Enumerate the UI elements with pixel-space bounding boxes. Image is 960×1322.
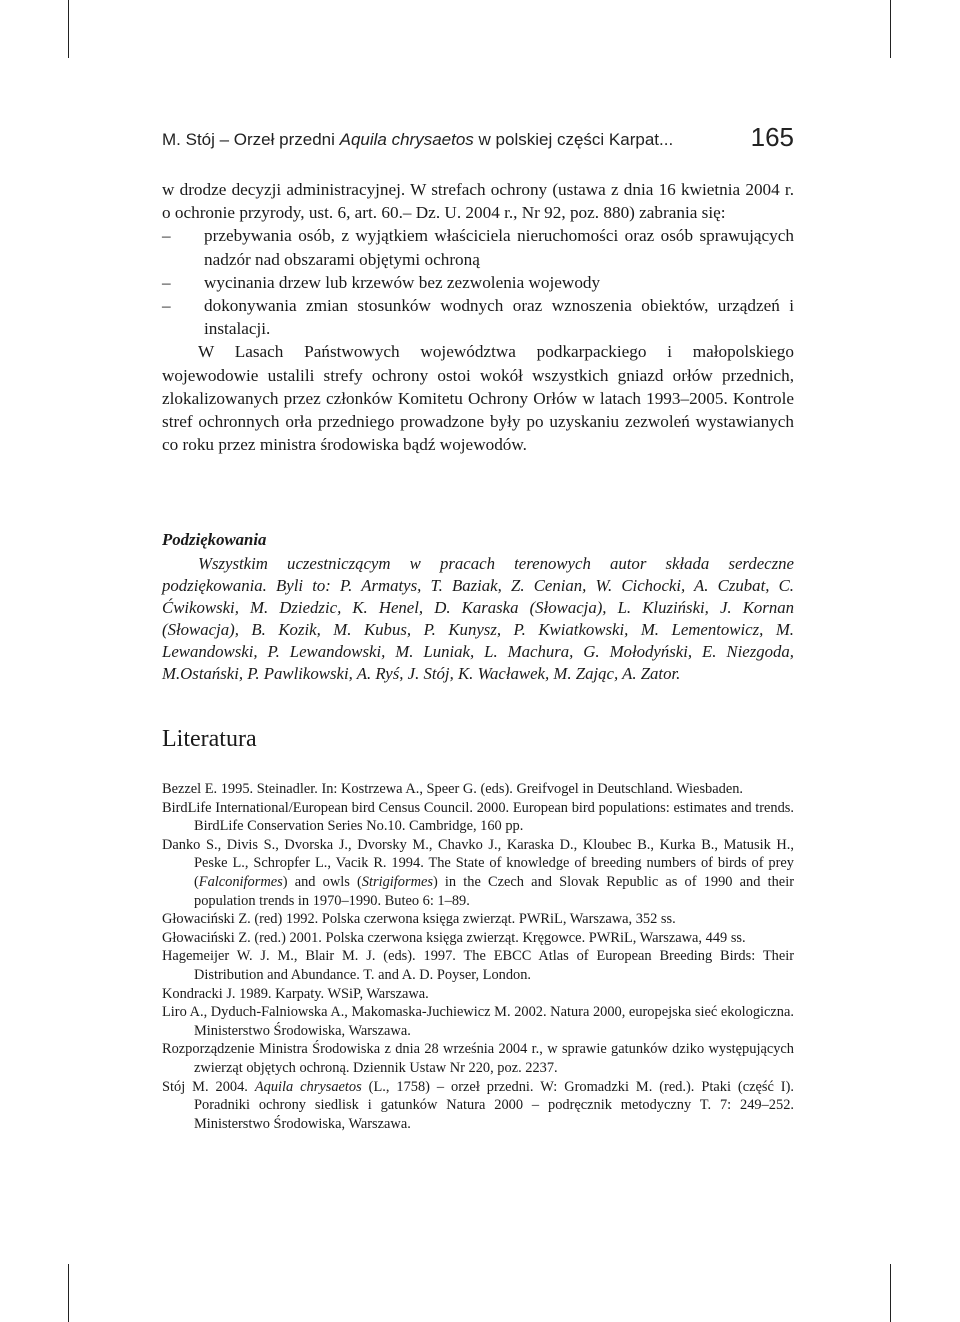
reference-item bbox=[162, 947, 794, 984]
acknowledgements-heading: Podziękowania bbox=[162, 530, 267, 549]
list-item bbox=[162, 271, 794, 294]
dash-bullet: – bbox=[162, 226, 171, 246]
reference-text: Głowaciński Z. (red) 1992. Polska czerwona księga zwierząt. PWRiL, Warszawa, 352 ss. bbox=[162, 911, 676, 928]
crop-mark-top-left bbox=[68, 0, 69, 58]
reference-italic: Strigiformes bbox=[361, 873, 433, 890]
crop-mark-bottom-right bbox=[890, 1264, 891, 1322]
body-text bbox=[162, 178, 794, 456]
reference-text: ) in the Czech and Slovak Republic as of 1990 and their population trends in 1970–1990. Buteo 6: 1–89. bbox=[194, 873, 794, 909]
reference-item bbox=[162, 1040, 794, 1077]
running-title bbox=[162, 130, 673, 150]
running-title-species: Aquila chrysaetos bbox=[339, 130, 474, 149]
reference-text: Bezzel E. 1995. Steinadler. In: Kostrzewa A., Speer G. (eds). Greifvogel in Deutschland. Wiesbaden. bbox=[162, 781, 744, 797]
acknowledgements-text: Wszystkim uczestniczącym w pracach terenowych autor składa serdeczne podziękowania. Byli to: P. Armatys, T. Baziak, Z. Cenian, W. Cichocki, A. Czubat, C. Ćwikowski, M. Dziedzic, K. Henel, D. Karaska (Słowacja), L. Kluziński, J. Kornan (Słowacja), B. Kozik, M. Kubus, P. Kunysz, P. Kwiatkowski, M. Lementowicz, M. Lewandowski, P. Lewandowski, M. Luniak, L. Machura, G. Mołodyński, E. Niezgoda, M.Ostański, P. Pawlikowski, A. Ryś, J. Stój, K. Wacławek, M. Zając, A. Zator. bbox=[162, 554, 794, 683]
reference-item bbox=[162, 910, 794, 929]
reference-text: Głowaciński Z. (red.) 2001. Polska czerwona księga zwierząt. Kręgowce. PWRiL, Warszawa, 449 ss. bbox=[162, 929, 746, 946]
reference-text: Rozporządzenie Ministra Środowiska z dnia 28 września 2004 r., w sprawie gatunków dziko występujących zwierząt objętych ochroną. Dziennik Ustaw Nr 220, poz. 2237. bbox=[162, 1041, 794, 1076]
reference-item bbox=[162, 799, 794, 836]
reference-item bbox=[162, 780, 794, 799]
reference-item bbox=[162, 836, 794, 910]
reference-text: (L., 1758) – orzeł przedni. W: Gromadzki M. (red.). Ptaki (część I). Poradniki ochrony siedlisk i gatunków Natura 2000 – podręcznik metodyczny T. 7: 249–252. Ministerstwo Środowiska, Warszawa. bbox=[194, 1078, 794, 1132]
body-paragraph: W Lasach Państwowych województwa podkarpackiego i małopolskiego wojewodowie ustalili strefy ochrony ostoi wokół wszystkich gniazd orłów przednich, zlokalizowanych przez członków Komitetu Ochrony Orłów w latach 1993–2005. Kontrole stref ochronnych orła przedniego prowadzone były po uzyskaniu zezwoleń wystawianych co roku przez ministra środowiska bądź wojewodów. bbox=[162, 342, 794, 455]
reference-item bbox=[162, 1003, 794, 1040]
reference-item bbox=[162, 929, 794, 948]
list-item bbox=[162, 224, 794, 270]
crop-mark-bottom-left bbox=[68, 1264, 69, 1322]
reference-text: Liro A., Dyduch-Falniowska A., Makomaska-Juchiewicz M. 2002. Natura 2000, europejska sieć ekologiczna. Ministerstwo Środowiska, Warszawa. bbox=[162, 1004, 794, 1039]
reference-text: ) and owls ( bbox=[282, 873, 362, 890]
reference-text: Hagemeijer W. J. M., Blair M. J. (eds). 1997. The EBCC Atlas of European Breeding Birds: Their Distribution and Abundance. T. and A. D. Poyser, London. bbox=[162, 948, 794, 983]
list-item bbox=[162, 294, 794, 340]
reference-text: Danko S., Divis S., Dvorska J., Dvorsky M., Chavko J., Karaska D., Kloubec B., Kurka B., Matusik H., Peske L., Schropfer L., Vacik R. 1994. The State of knowledge of breeding numbers of birds of prey ( bbox=[162, 836, 794, 890]
list-item-text: wycinania drzew lub krzewów bez zezwolenia wojewody bbox=[204, 272, 601, 292]
running-header bbox=[162, 118, 794, 158]
reference-list bbox=[162, 780, 794, 1133]
acknowledgements-section bbox=[162, 529, 794, 685]
reference-text: BirdLife International/European bird Census Council. 2000. European bird populations: estimates and trends. BirdLife Conservation Series No.10. Cambridge, 160 pp. bbox=[162, 799, 794, 835]
prohibition-list bbox=[162, 224, 794, 340]
reference-italic: Aquila chrysaetos bbox=[254, 1078, 362, 1095]
list-item-text: dokonywania zmian stosunków wodnych oraz wznoszenia obiektów, urządzeń i instalacji. bbox=[204, 296, 794, 339]
reference-item bbox=[162, 1078, 794, 1134]
running-title-part: w polskiej części Karpat... bbox=[473, 130, 674, 149]
literature-heading: Literatura bbox=[162, 726, 257, 752]
running-title-part: M. Stój – Orzeł przedni bbox=[162, 130, 340, 149]
reference-text: Kondracki J. 1989. Karpaty. WSiP, Warszawa. bbox=[162, 985, 429, 1002]
list-item-text: przebywania osób, z wyjątkiem właściciela nieruchomości oraz osób sprawujących nadzór nad obszarami objętymi ochroną bbox=[204, 226, 794, 269]
dash-bullet: – bbox=[162, 272, 171, 292]
reference-text: Stój M. 2004. bbox=[162, 1078, 255, 1095]
reference-item bbox=[162, 985, 794, 1004]
page-number: 165 bbox=[750, 122, 794, 152]
reference-italic: Falconiformes bbox=[198, 873, 283, 890]
crop-mark-top-right bbox=[890, 0, 891, 58]
dash-bullet: – bbox=[162, 296, 171, 316]
intro-paragraph: w drodze decyzji administracyjnej. W strefach ochrony (ustawa z dnia 16 kwietnia 2004 r. o ochronie przyrody, ust. 6, art. 60.– Dz. U. 2004 r., Nr 92, poz. 880) zabrania się: bbox=[162, 180, 794, 223]
